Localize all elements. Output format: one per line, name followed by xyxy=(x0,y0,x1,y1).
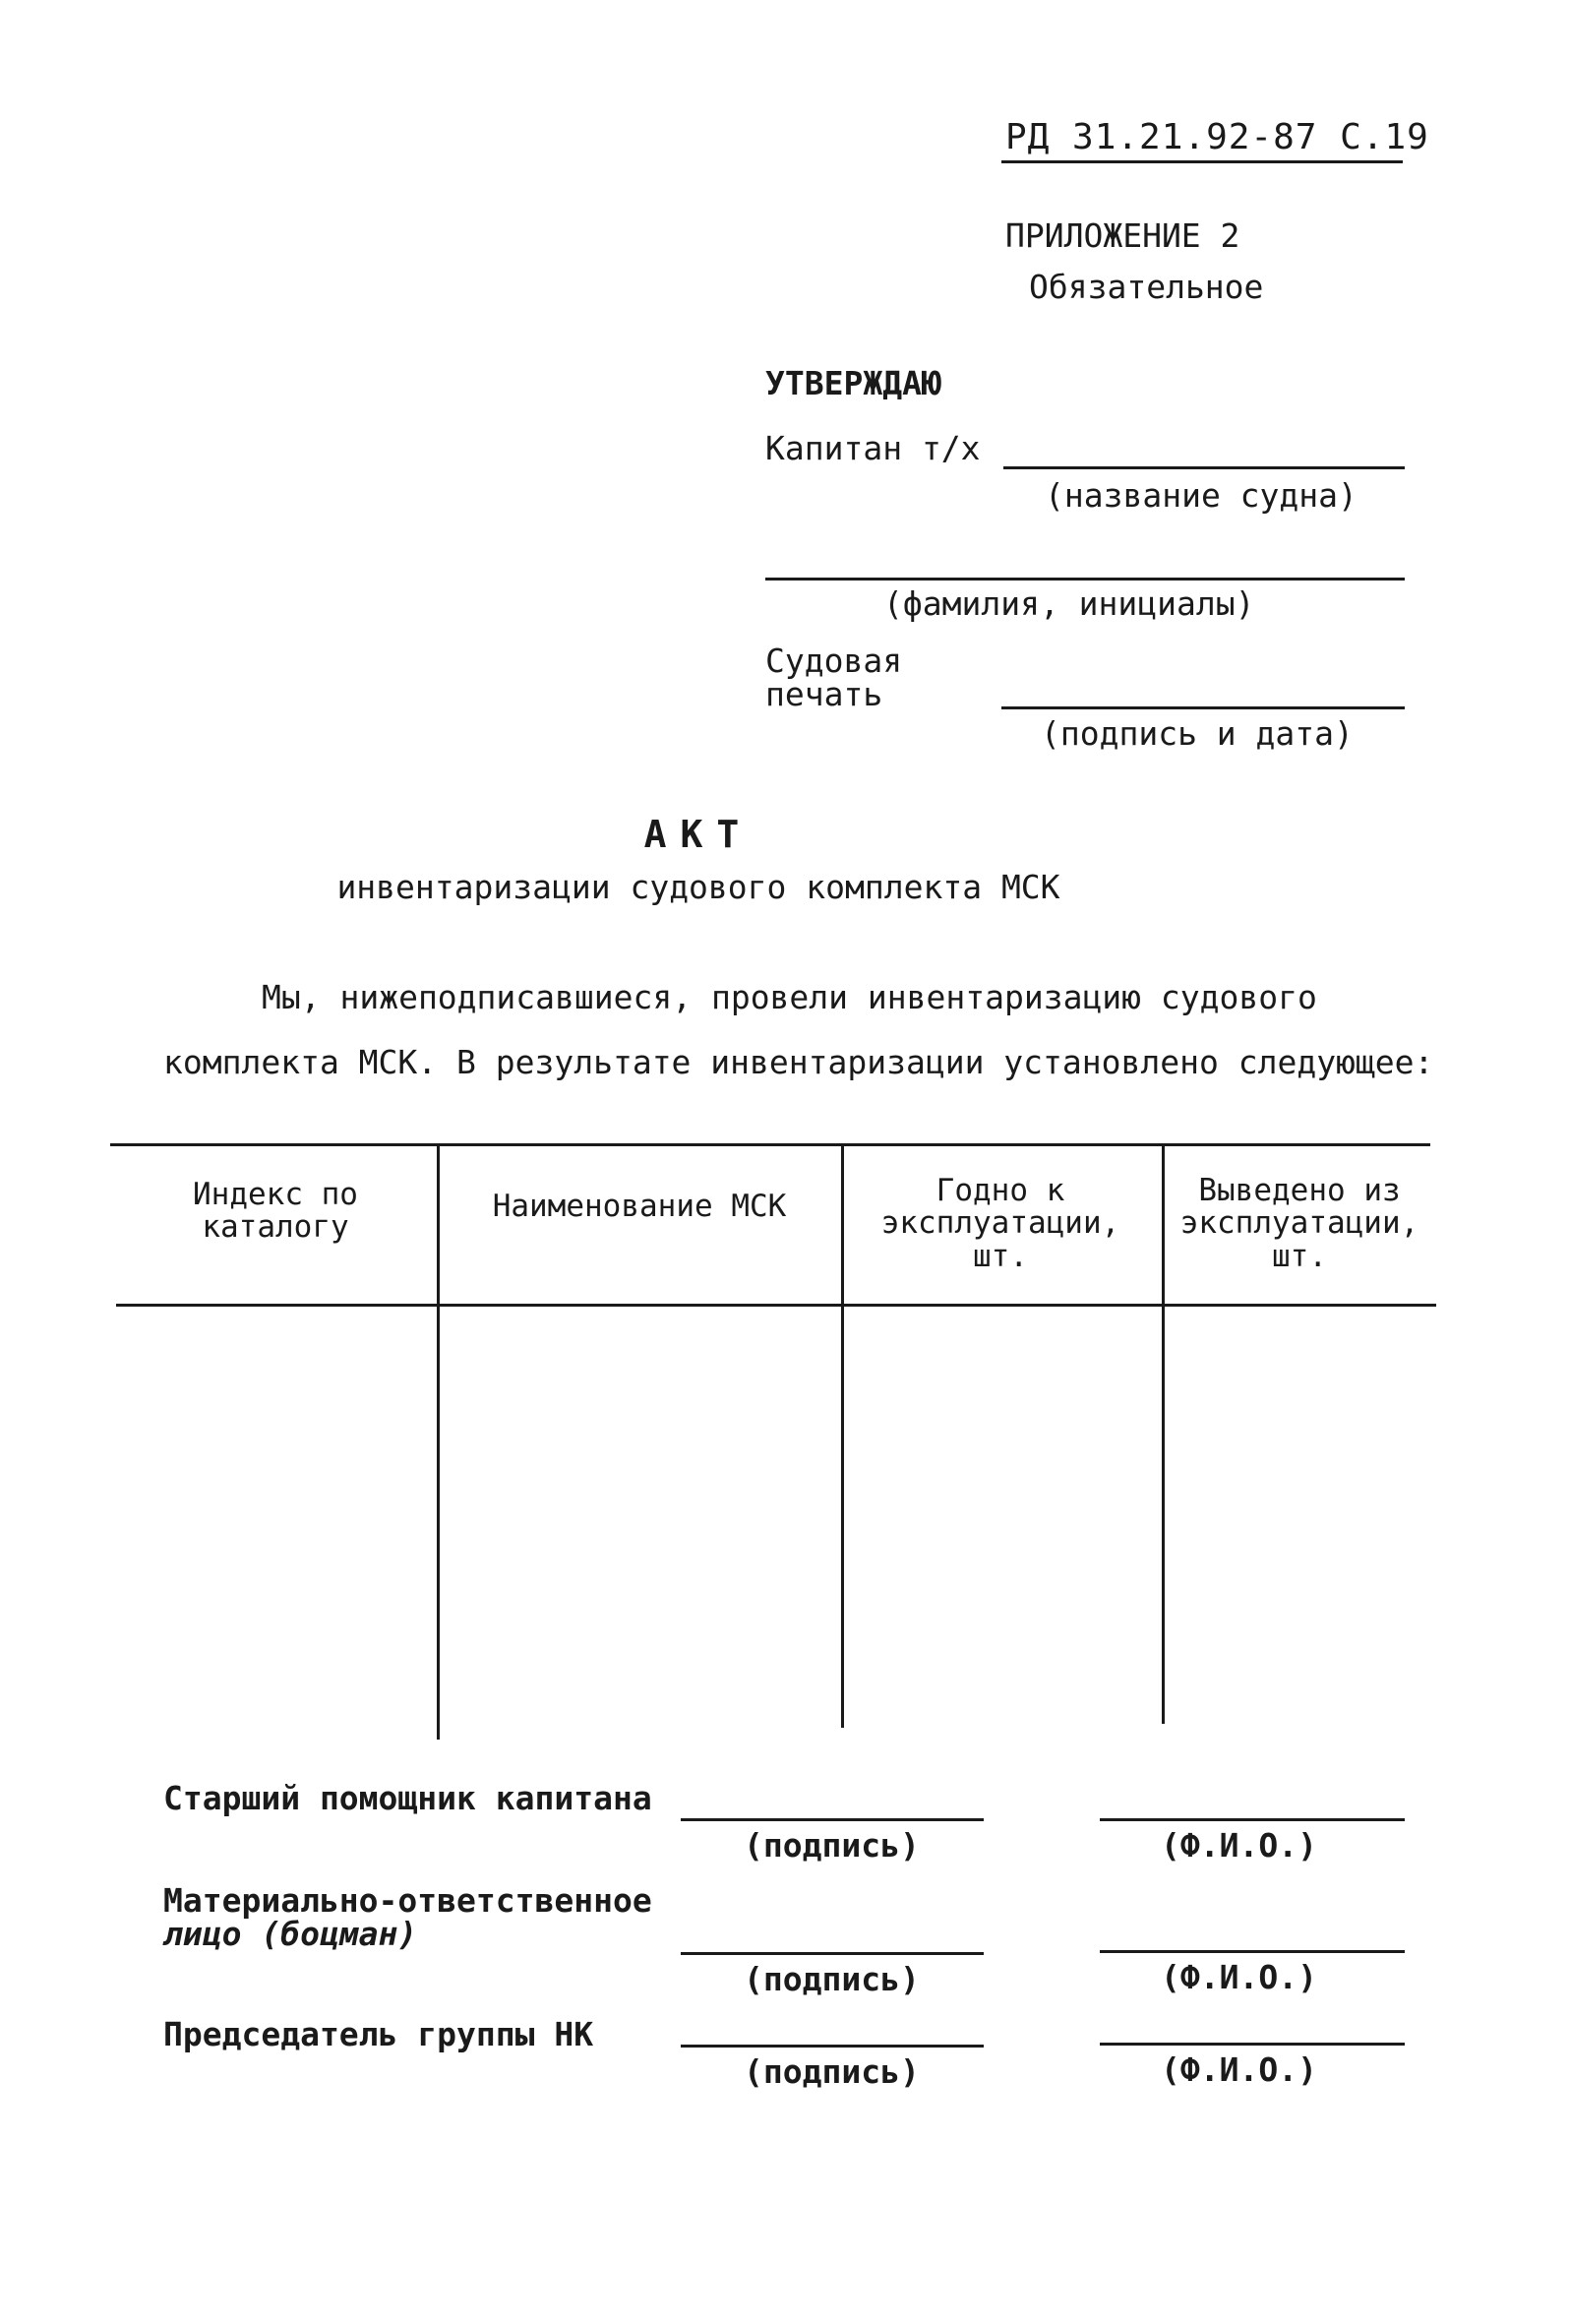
appendix-title: ПРИЛОЖЕНИЕ 2 xyxy=(1005,216,1240,255)
act-subtitle: инвентаризации судового комплекта МСК xyxy=(336,868,1060,906)
signature-date-line xyxy=(1001,706,1405,709)
table-header-usable: Годно к эксплуатации, шт. xyxy=(880,1173,1120,1274)
seal-label-line1: Судовая xyxy=(765,642,903,680)
table-col-divider-2 xyxy=(841,1143,844,1728)
document-code-underline xyxy=(1001,160,1403,163)
appendix-status: Обязательное xyxy=(1029,268,1264,306)
act-paragraph-line2: комплекта МСК. В результате инвентаризации установлено следующее: xyxy=(163,1043,1434,1081)
name-caption: (Ф.И.О.) xyxy=(1161,1826,1317,1865)
signature-line xyxy=(681,1818,984,1821)
signature-date-caption: (подпись и дата) xyxy=(1041,714,1354,753)
document-code: РД 31.21.92-87 С.19 xyxy=(1005,117,1429,157)
signature-caption: (подпись) xyxy=(744,1960,920,1998)
name-line xyxy=(1100,1950,1405,1953)
seal-label-line2: печать xyxy=(765,675,883,713)
table-header-decommissioned: Выведено из эксплуатации, шт. xyxy=(1179,1173,1419,1274)
signature-role-line1: Материально-ответственное xyxy=(163,1881,652,1920)
table-col-divider-3 xyxy=(1162,1143,1165,1724)
table-header-border xyxy=(116,1304,1436,1307)
signature-caption: (подпись) xyxy=(744,1826,920,1865)
act-paragraph-line1: Мы, нижеподписавшиеся, провели инвентаризацию судового xyxy=(262,978,1317,1016)
table-header-index: Индекс по каталогу xyxy=(193,1177,358,1246)
captain-name-caption: (фамилия, инициалы) xyxy=(883,584,1255,623)
table-header-name: Наименование МСК xyxy=(492,1189,787,1224)
signature-caption: (подпись) xyxy=(744,2052,920,2091)
captain-name-line xyxy=(765,578,1405,581)
table-col-divider-1 xyxy=(437,1143,440,1740)
signature-role-line2: лицо (боцман) xyxy=(163,1915,418,1953)
name-line xyxy=(1100,1818,1405,1821)
name-caption: (Ф.И.О.) xyxy=(1161,2050,1317,2089)
name-caption: (Ф.И.О.) xyxy=(1161,1958,1317,1996)
signature-line xyxy=(681,2045,984,2048)
table-top-border xyxy=(110,1143,1430,1146)
signature-role: Председатель группы НК xyxy=(163,2015,594,2053)
ship-name-line xyxy=(1003,466,1405,469)
approval-captain-label: Капитан т/х xyxy=(765,429,981,467)
signature-line xyxy=(681,1952,984,1955)
approval-approve: УТВЕРЖДАЮ xyxy=(765,364,941,402)
act-title: АКТ xyxy=(643,813,754,856)
name-line xyxy=(1100,2043,1405,2046)
signature-role: Старший помощник капитана xyxy=(163,1779,652,1817)
ship-name-caption: (название судна) xyxy=(1045,476,1358,515)
